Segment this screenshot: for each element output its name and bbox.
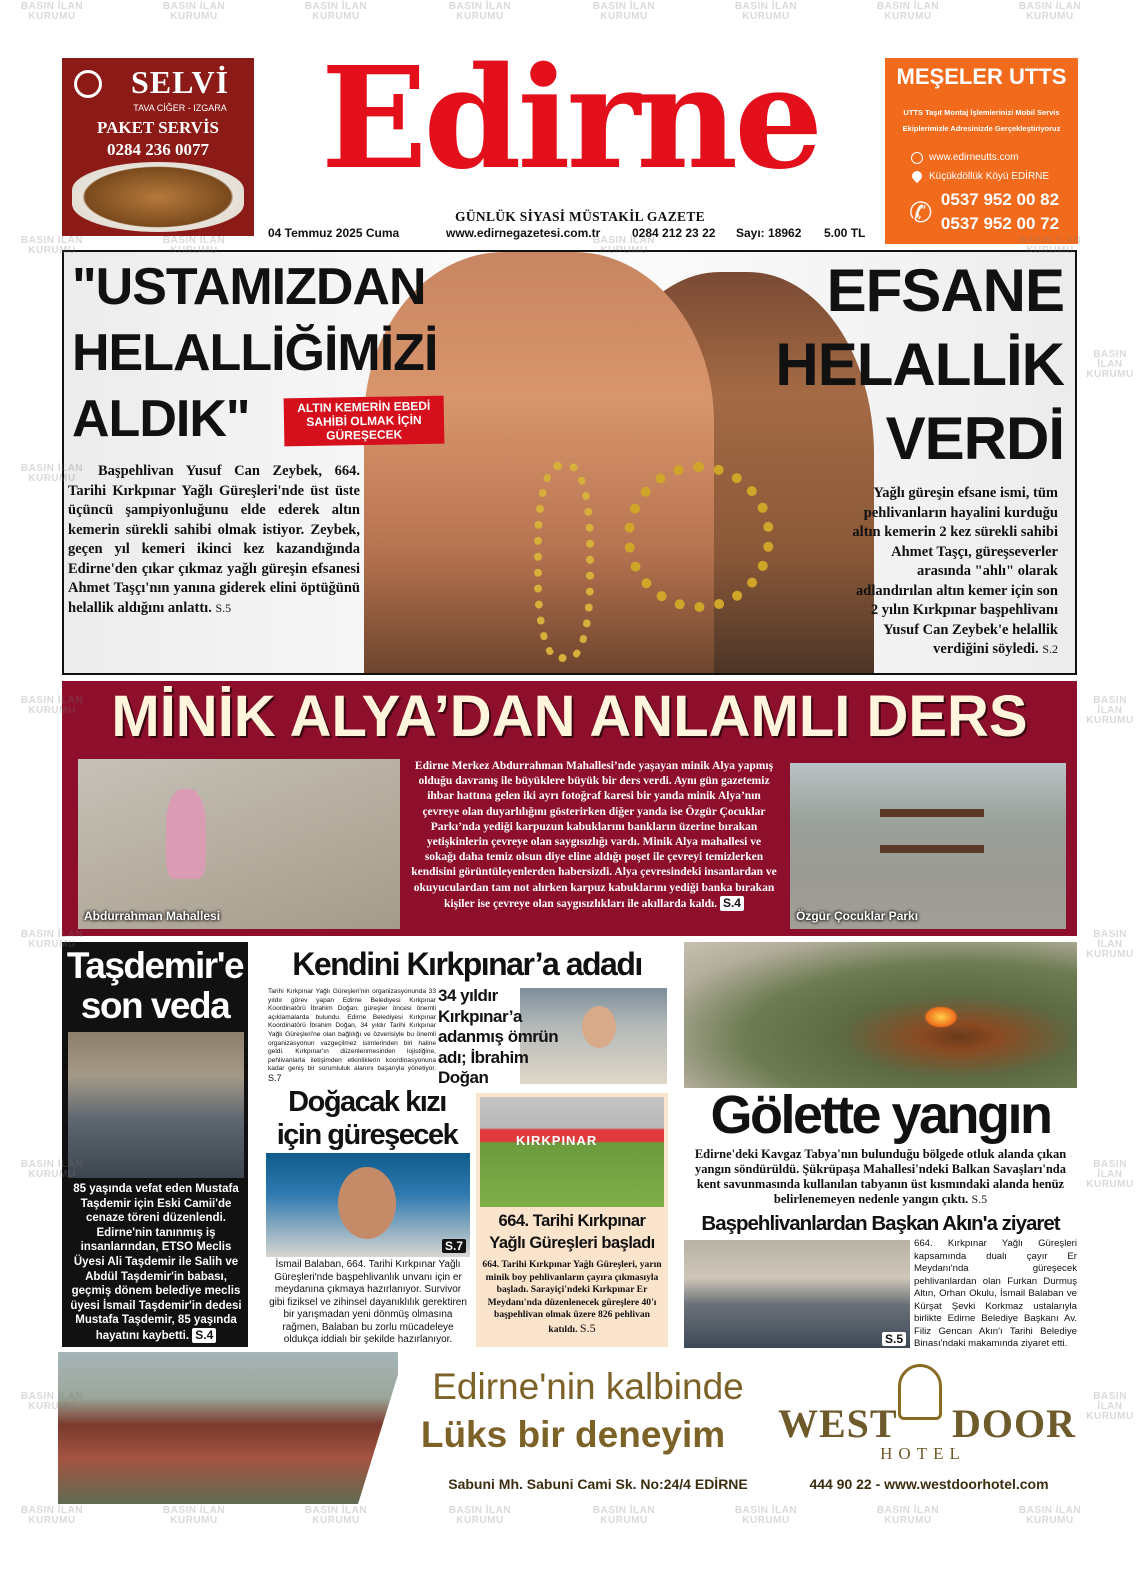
watermark: BASIN İLAN KURUMU: [592, 1, 656, 22]
akin-photo-ref: S.5: [882, 1332, 906, 1346]
utts-phone1: 0537 952 00 82: [940, 190, 1060, 209]
watermark: BASIN İLAN KURUMU: [20, 929, 84, 950]
fire-flames-icon: [924, 1006, 958, 1028]
dogacak-headline: [262, 1086, 472, 1152]
alya-caption-right: Özgür Çocuklar Parkı: [796, 909, 919, 923]
alya-headline: MİNİK ALYA’DAN ANLAMLI DERS: [111, 684, 1028, 749]
watermark: BASIN İLAN KURUMU: [20, 1159, 84, 1180]
kirkpinar-adadi-body: [268, 988, 436, 1085]
gold-belt-icon: [624, 462, 774, 612]
masthead-tagline: GÜNLÜK SİYASİ MÜSTAKİL GAZETE: [455, 209, 705, 224]
gold-belt-2-icon: [534, 462, 594, 662]
right-headline: [764, 254, 1064, 476]
left-body-text: Başpehlivan Yusuf Can Zeybek, 664. Tarihi Kırkpınar Yağlı Güreşleri'nde üst üste üçüncü şampiyonluğunu elde ederek altın kemerin sürekli sahibi olmak istiyor. Zeybek, geçen yıl kemeri ikinci kez kazandığında Edirne'den çıkar çıkmaz yağlı güreşin efsanesi Ahmet Taşçı'nın yanına giderek elini öptüğünü helallik aldığını anlattı.: [68, 463, 360, 616]
akin-headline: Başpehlivanlardan Başkan Akın'a ziyaret: [701, 1212, 1060, 1235]
alya-photo-right: [790, 763, 1066, 929]
basladi-ref: S.5: [579, 1320, 596, 1335]
utts-line2: Ekiplerimizle Adresinizde Gerçekleştiriyoruz: [902, 124, 1061, 133]
alya-ref: S.4: [720, 896, 744, 911]
basladi-headline-line2: Yağlı Güreşleri başladı: [489, 1234, 655, 1252]
hotel-ad-contact[interactable]: 444 90 22 - www.westdoorhotel.com: [809, 1476, 1049, 1492]
tasdemir-body: [68, 1182, 244, 1344]
watermark: BASIN İLAN KURUMU: [162, 235, 226, 256]
watermark: BASIN İLAN KURUMU: [20, 1391, 84, 1412]
kirkpinar-adadi-headline: Kendini Kırkpınar’a adadı: [292, 946, 642, 982]
watermark: BASIN İLAN KURUMU: [1086, 929, 1134, 960]
watermark: BASIN İLAN KURUMU: [20, 1, 84, 22]
watermark: BASIN İLAN KURUMU: [876, 1, 940, 22]
masthead-phone: 0284 212 23 22: [632, 226, 716, 240]
watermark: BASIN İLAN KURUMU: [304, 1505, 368, 1526]
watermark: BASIN İLAN KURUMU: [1018, 1505, 1082, 1526]
golet-photo: [684, 942, 1077, 1088]
hotel-building-photo: [58, 1352, 398, 1504]
phone-icon: ✆: [909, 196, 933, 229]
globe-icon: [911, 152, 923, 164]
right-headline-line3: VERDİ: [885, 405, 1064, 472]
alya-story: [62, 681, 1077, 936]
location-pin-icon: [910, 169, 924, 183]
basladi-body-text: 664. Tarihi Kırkpınar Yağlı Güreşleri, yarın minik boy pehlivanların çayıra çıkmasıyla başladı. Sarayiçi'ndeki Kırkpınar Er Meydanı'nda düzenlenecek güreşlere 40'ı başpehlivan olmak üzere 826 pehlivan katıldı.: [482, 1259, 662, 1335]
hotel-ad-line2: Lüks bir deneyim: [420, 1414, 726, 1455]
watermark: BASIN İLAN KURUMU: [1086, 1391, 1134, 1422]
akin-photo: [684, 1240, 910, 1348]
watermark: BASIN İLAN KURUMU: [1018, 1, 1082, 22]
balaban-photo: [266, 1153, 470, 1257]
left-body: [68, 462, 360, 618]
watermark: BASIN İLAN KURUMU: [592, 1505, 656, 1526]
masthead-date: 04 Temmuz 2025 Cuma: [268, 226, 400, 240]
funeral-photo: [68, 1032, 244, 1178]
masthead-title: Edirne: [320, 37, 820, 201]
watermark: BASIN İLAN KURUMU: [1086, 349, 1134, 380]
right-body-text: Yağlı güreşin efsane ismi, tüm pehlivanların hayalini kurduğu altın kemerin 2 kez sürekli sahibi Ahmet Taşçı, güreşseverler arasında "ahlı" olarak adlandırılan altın kemer için son 2 yılın Kırkpınar başpehlivanı Yusuf Can Zeybek'e helallik verdiğini söyledi.: [852, 485, 1058, 657]
basladi-body: [482, 1259, 662, 1337]
alya-body-text: Edirne Merkez Abdurrahman Mahallesi’nde yaşayan minik Alya yapmış olduğu davranış ile büyüklere büyük bir ders verdi. Aynı gün gazetemiz ihbar hattına gelen iki ayrı fotoğraf karesi bir yanda minik Alya’nın çevreye olan duyarlılığını gösterirken diğer yanda ise Özgür Çocuklar Parkı’nda yediği karpuzun kabuklarını bankların üzerine bırakan yetişkinlerin çevreye olan saygısızlığı vardı. Minik Alya mahallesi ve sokağı daha temiz olsun diye eline aldığı poşet ile çevreyi temizlerken kendisini görüntüleyenlerden habersizdi. Alya çevresindeki insanlardan ve okuyuculardan tam not alırken karpuz kabuklarını yediği banka bırakan kişiler ise çevreye olan saygısızlıkları ile akıllarda kaldı.: [411, 760, 777, 910]
basladi-headline-line1: 664. Tarihi Kırkpınar: [498, 1212, 646, 1230]
akin-body: 664. Kırkpınar Yağlı Güreşleri kapsamında dualı çayır Er Meydanı'nda güreşecek pehlivanlardan olan Furkan Durmuş Altın, Orhan Okulu, İsmail Balaban ve Kürşat Şevki Korkmaz ustalarıyla birlikte Edirne Belediye Başkanı Av. Filiz Gencan Akın'ı Tarihi Belediye Binası'ndaki makamında ziyaret etti.: [914, 1238, 1077, 1349]
utts-address: Küçükdöllük Köyü EDİRNE: [929, 171, 1050, 182]
watermark: BASIN İLAN KURUMU: [734, 1505, 798, 1526]
tasdemir-body-text: 85 yaşında vefat eden Mustafa Taşdemir için Eski Camii'de cenaze töreni düzenlendi. Edirne'nin tanınmış iş insanlarından, ETSO Meclis Üyesi Ali Taşdemir ile Salih ve Abdül Taşdemir'in babası, geçmiş dönem belediye meclis üyesi İsmail Taşdemir'in dedesi Mustafa Taşdemir, 85 yaşında hayatını kaybetti.: [70, 1183, 242, 1342]
kirkpinar-adadi-photo-caption: 34 yıldır Kırkpınar’a adanmış ömrün adı; İbrahim Doğan: [438, 986, 559, 1087]
dogacak-ref: S.7: [442, 1239, 466, 1253]
ibrahim-face-icon: [582, 1006, 616, 1048]
balaban-face-icon: [338, 1167, 396, 1239]
lead-tag: ALTIN KEMERİN EBEDİ SAHİBİ OLMAK İÇİN GÜREŞECEK: [284, 396, 445, 447]
hotel-brand-west: WEST: [778, 1401, 898, 1446]
watermark: BASIN İLAN KURUMU: [1018, 235, 1082, 256]
selvi-phone: 0284 236 0077: [107, 140, 209, 159]
hotel-brand-door: DOOR: [952, 1401, 1076, 1446]
watermark: BASIN İLAN KURUMU: [734, 1, 798, 22]
hotel-ad-line1: Edirne'nin kalbinde: [432, 1366, 744, 1407]
lead-story: [62, 250, 1077, 675]
right-body-ref: S.2: [1042, 642, 1058, 656]
dogacak-body: İsmail Balaban, 664. Tarihi Kırkpınar Yağlı Güreşleri'nde başpehlivanlık unvanı için er meydanına çıkmaya hazırlanıyor. Survivor gibi fiziksel ve zihinsel dayanıklılık gerektiren bir yarışmadan yeni dönmüş olmasına rağmen, Balaban bu zorlu mücadeleye oldukça iddialı bir şekilde hazırlanıyor.: [269, 1259, 467, 1345]
basladi-story: [476, 1093, 668, 1347]
ad-selvi[interactable]: [62, 58, 254, 236]
park-bench-icon: [880, 809, 984, 853]
selvi-food-photo: [72, 162, 244, 232]
watermark: BASIN İLAN KURUMU: [162, 1, 226, 22]
hotel-crest-icon: [898, 1364, 942, 1420]
watermark: BASIN İLAN KURUMU: [20, 463, 84, 484]
ad-meseler-utts[interactable]: [885, 58, 1078, 244]
dogacak-headline-line2: için güreşecek: [276, 1119, 458, 1151]
alya-body: [410, 759, 778, 931]
watermark: BASIN İLAN KURUMU: [448, 1, 512, 22]
utts-phone2: 0537 952 00 72: [940, 214, 1060, 233]
selvi-subtitle: TAVA CİĞER - IZGARA: [133, 103, 227, 113]
watermark: BASIN İLAN KURUMU: [1086, 1159, 1134, 1190]
watermark: BASIN İLAN KURUMU: [20, 695, 84, 716]
tasdemir-story: [62, 942, 248, 1347]
utts-line1: UTTS Taşıt Montaj İşlemlerinizi Mobil Servis: [903, 108, 1060, 117]
right-headline-line1: EFSANE: [826, 257, 1064, 324]
watermark: BASIN İLAN KURUMU: [1086, 695, 1134, 726]
golet-body: [684, 1147, 1077, 1207]
selvi-logo-icon: [74, 70, 102, 98]
kirkpinar-adadi-ref: S.7: [268, 1072, 282, 1083]
utts-web: www.edirneutts.com: [929, 152, 1019, 163]
alya-caption-left: Abdurrahman Mahallesi: [84, 909, 221, 923]
kirkpinar-adadi-body-text: Tarihi Kırkpınar Yağlı Güreşleri'nin organizasyonunda 33 yıldır görev yapan Edirne Belediyesi Kırkpınar Koordinatörü İbrahim Doğan, güreşler öncesi önemli açıklamalarda bulundu. Edirne Belediyesi Kırkpınar Koordinatörü İbrahim Doğan, 34 yıldır Tarihi Kırkpınar Yağlı Güreşleri'ne olan bağlılığı ve özverisiyle bu önemli organizasyonun vazgeçilmez isimlerinden biri haline geldi. Kırkpınar'ın düzenlenmesinden lojistiğine, pehlivanlarla iletişimden etkinliklerin koordinasyonuna kadar geniş bir sorumluluk alanını başarıyla yönetiyor.: [268, 988, 436, 1073]
selvi-brand: SELVİ: [130, 64, 230, 100]
tasdemir-headline-line2: son veda: [80, 985, 230, 1026]
left-headline-line2: HELALLİĞİMİZİ: [72, 324, 438, 382]
tasdemir-ref: S.4: [192, 1328, 216, 1343]
watermark: BASIN İLAN KURUMU: [592, 235, 656, 256]
basladi-photo: [480, 1097, 664, 1207]
watermark: BASIN İLAN KURUMU: [304, 1, 368, 22]
hotel-ad-address: Sabuni Mh. Sabuni Cami Sk. No:24/4 EDİRNE: [448, 1476, 748, 1492]
basladi-headline: [476, 1210, 668, 1254]
hotel-brand-hotel: HOTEL: [880, 1444, 966, 1463]
golet-body-text: Edirne'deki Kavgaz Tabya'nın bulunduğu bölgede otluk alanda çıkan yangın söndürüldü. Şükrüpaşa Mahallesi'ndeki Balkan Savaşları'nda kent savunmasında kullanılan tabyanın üst kısmındaki alanda henüz belirlenemeyen nedenle yangın çıktı.: [694, 1147, 1067, 1206]
masthead-issue: Sayı: 18962: [736, 226, 802, 240]
watermark: BASIN İLAN KURUMU: [162, 1505, 226, 1526]
basladi-banner: KIRKPINAR: [516, 1133, 598, 1148]
masthead-infobar: [262, 226, 882, 242]
right-headline-line2: HELALLİK: [775, 331, 1064, 398]
left-headline-line1: "USTAMIZDAN: [72, 258, 426, 316]
watermark: BASIN İLAN KURUMU: [20, 235, 84, 256]
watermark: BASIN İLAN KURUMU: [448, 1505, 512, 1526]
left-body-ref: S.5: [215, 600, 232, 615]
watermark: BASIN İLAN KURUMU: [20, 1505, 84, 1526]
tasdemir-headline-line1: Taşdemir'e: [66, 945, 244, 986]
watermark: BASIN İLAN KURUMU: [876, 1505, 940, 1526]
selvi-service: PAKET SERVİS: [96, 118, 220, 137]
masthead-price: 5.00 TL: [824, 226, 866, 240]
dogacak-headline-line1: Doğacak kızı: [288, 1086, 446, 1118]
right-body: [846, 484, 1058, 660]
tasdemir-headline: [62, 946, 248, 1026]
girl-figure-icon: [166, 789, 206, 879]
alya-photo-left: [78, 759, 400, 929]
left-headline-line3: ALDIK": [72, 390, 250, 448]
ad-westdoor-hotel[interactable]: [58, 1352, 1078, 1504]
golet-headline: Gölette yangın: [710, 1085, 1051, 1145]
utts-brand: MEŞELER UTTS: [896, 64, 1067, 89]
golet-ref: S.5: [971, 1192, 988, 1206]
masthead-website[interactable]: www.edirnegazetesi.com.tr: [446, 226, 601, 240]
